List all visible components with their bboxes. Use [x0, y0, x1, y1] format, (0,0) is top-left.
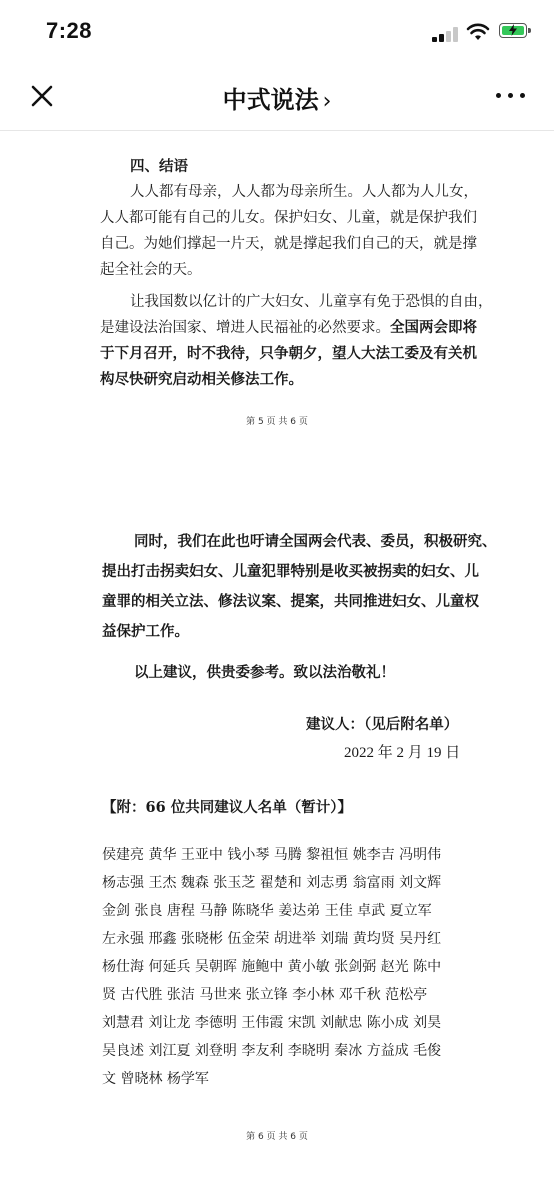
date-line: 2022 年 2 月 19 日	[344, 745, 461, 761]
names-row: 左永强 邢鑫 张晓彬 伍金荣 胡进举 刘瑞 黄均贤 吴丹红	[102, 931, 442, 947]
appeal-paragraph	[100, 289, 493, 393]
paragraph-line: 益保护工作。	[102, 623, 189, 640]
status-time: 7:28	[46, 18, 93, 43]
conclusion-paragraph	[100, 179, 480, 283]
nav-bar	[0, 64, 554, 130]
appendix-title: 【附：66 位共同建议人名单（暂计）】	[102, 799, 352, 816]
paragraph-bold-text: 全国两会即将	[390, 319, 477, 336]
paragraph-line: 同时，我们在此也吁请全国两会代表、委员，积极研究、	[134, 533, 497, 550]
paragraph-line: 人人都可能有自己的儿女。保护妇女、儿童，就是保护我们	[100, 210, 477, 226]
wifi-icon	[466, 22, 490, 42]
names-row: 金剑 张良 唐程 马静 陈晓华 姜达弟 王佳 卓武 夏立军	[102, 903, 432, 919]
names-row: 刘慧君 刘让龙 李德明 王伟霞 宋凯 刘献忠 陈小成 刘昊	[102, 1015, 442, 1031]
names-row: 吴良述 刘江夏 刘登明 李友利 李晓明 秦冰 方益成 毛俊	[102, 1043, 442, 1059]
call-paragraph	[102, 527, 497, 647]
page-number: 第 5 页 共 6 页	[246, 417, 308, 427]
proposer-line: 建议人：（见后附名单）	[306, 716, 459, 733]
paragraph-line: 构尽快研究启动相关修法工作。	[100, 371, 303, 388]
names-row: 侯建亮 黄华 王亚中 钱小琴 马腾 黎祖恒 姚李吉 冯明伟	[102, 847, 442, 863]
names-row: 文 曾晓林 杨学军	[102, 1071, 209, 1087]
names-row: 杨仕海 何延兵 吴朝晖 施鲍中 黄小敏 张剑弼 赵光 陈中	[102, 959, 442, 975]
names-row: 杨志强 王杰 魏森 张玉芝 翟楚和 刘志勇 翁富雨 刘文辉	[102, 875, 442, 891]
paragraph-line: 童罪的相关立法、修法议案、提案，共同推进妇女、儿童权	[102, 593, 479, 610]
page-title[interactable]	[0, 80, 554, 115]
paragraph-line: 人人都有母亲，人人都为母亲所生。人人都为人儿女，	[130, 184, 478, 200]
section-heading: 四、结语	[130, 158, 188, 175]
paragraph-line: 于下月召开，时不我待，只争朝夕，望人大法工委及有关机	[100, 345, 477, 362]
paragraph-line: 提出打击拐卖妇女、儿童犯罪特别是收买被拐卖的妇女、儿	[102, 563, 479, 580]
document-content	[0, 131, 554, 1200]
more-options-icon[interactable]	[496, 92, 526, 100]
cellular-signal-icon	[432, 26, 460, 42]
closing-line: 以上建议，供贵委参考。致以法治敬礼！	[134, 664, 395, 681]
paragraph-line	[100, 315, 480, 341]
battery-icon	[499, 23, 527, 38]
status-bar	[0, 0, 554, 64]
chevron-right-icon: ›	[322, 89, 332, 114]
paragraph-line: 自己。为她们撑起一片天，就是撑起我们自己的天，就是撑	[100, 236, 477, 252]
page-number: 第 6 页 共 6 页	[246, 1132, 308, 1142]
paragraph-line: 起全社会的天。	[100, 262, 202, 278]
page-title-text: 中式说法	[222, 86, 319, 114]
names-list	[102, 841, 482, 1093]
paragraph-line: 让我国数以亿计的广大妇女、儿童享有免于恐惧的自由，	[130, 294, 493, 310]
paragraph-text: 是建设法治国家、增进人民福祉的必然要求。	[100, 320, 390, 336]
names-row: 贤 古代胜 张洁 马世来 张立锋 李小林 邓千秋 范松亭	[102, 987, 428, 1003]
